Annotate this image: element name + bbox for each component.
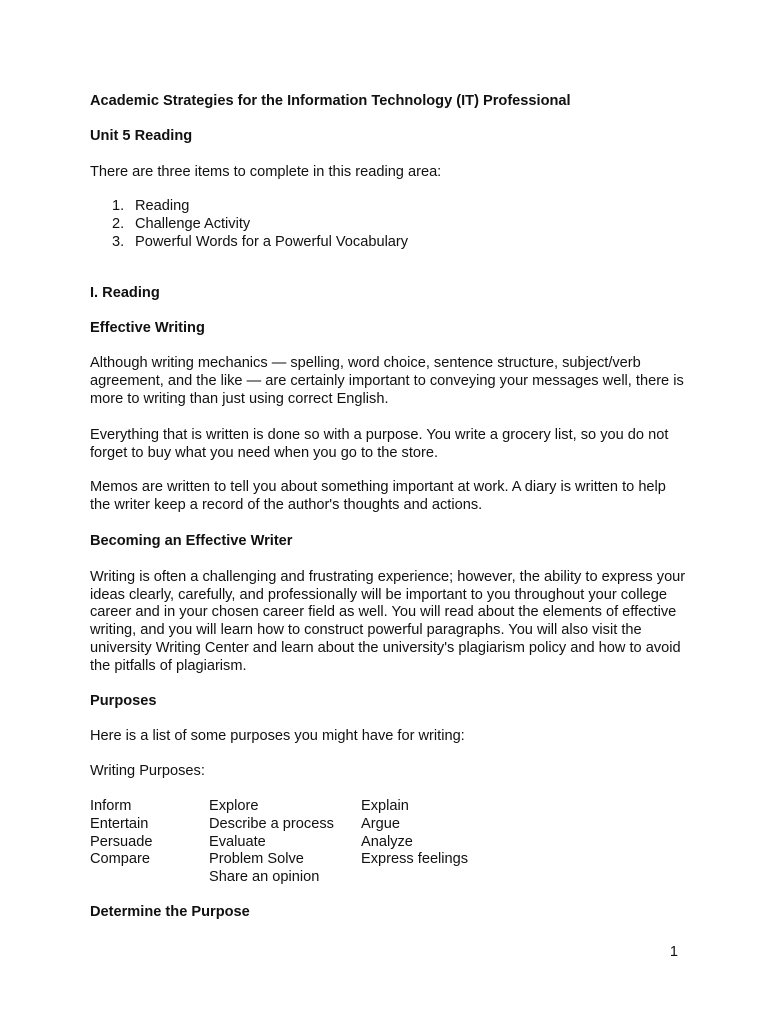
becoming-heading: Becoming an Effective Writer — [90, 532, 293, 549]
list-item — [90, 234, 690, 252]
purposes-intro: Here is a list of some purposes you might have for writing: — [90, 728, 465, 745]
unit-heading: Unit 5 Reading — [90, 127, 193, 144]
purposes-table — [90, 798, 690, 887]
page-number: 1 — [669, 944, 678, 960]
section-heading: I. Reading — [90, 284, 160, 301]
purposes-label: Writing Purposes: — [90, 763, 205, 780]
purpose-item: Share an opinion — [209, 869, 320, 886]
purposes-column-2 — [209, 798, 361, 887]
effective-writing-paragraph-3: Memos are written to tell you about something important at work. A diary is written to help the writer keep a record of the author's thoughts and actions. — [90, 479, 666, 514]
effective-writing-paragraph-1: Although writing mechanics — spelling, word choice, sentence structure, subject/verb agreement, and the like — are certainly important to conveying your messages well, there is more to writing than just using correct English. — [90, 355, 684, 407]
purpose-item: Argue — [361, 815, 400, 832]
items-list — [90, 198, 690, 251]
intro-text: There are three items to complete in this reading area: — [90, 163, 442, 180]
list-item-label: Challenge Activity — [135, 216, 251, 233]
purposes-heading: Purposes — [90, 692, 157, 709]
purpose-item: Compare — [90, 851, 151, 868]
purpose-item: Entertain — [90, 815, 149, 832]
list-item-number: 3. — [112, 233, 125, 250]
list-item-number: 1. — [112, 198, 125, 215]
list-item — [90, 198, 690, 216]
determine-purpose-heading: Determine the Purpose — [90, 903, 250, 920]
purpose-item: Explain — [361, 797, 409, 814]
purpose-item: Explore — [209, 797, 259, 814]
list-item — [90, 216, 690, 234]
purpose-item: Persuade — [90, 833, 153, 850]
purpose-item: Describe a process — [209, 815, 334, 832]
purpose-item: Analyze — [361, 833, 413, 850]
purposes-column-1 — [90, 798, 209, 887]
becoming-paragraph: Writing is often a challenging and frustrating experience; however, the ability to express your ideas clearly, carefully, and professionally will be important to you throughout your college career and in your chosen career field as well. You will read about the elements of effective writing, and you will learn how to construct powerful paragraphs. You will also visit the university Writing Center and learn about the university's plagiarism policy and how to avoid the pitfalls of plagiarism. — [90, 568, 686, 674]
effective-writing-heading: Effective Writing — [90, 319, 205, 336]
purpose-item: Problem Solve — [209, 851, 304, 868]
purpose-item: Inform — [90, 797, 132, 814]
effective-writing-paragraph-2: Everything that is written is done so with a purpose. You write a grocery list, so you do not forget to buy what you need when you go to the store. — [90, 426, 669, 461]
list-item-label: Powerful Words for a Powerful Vocabulary — [135, 233, 409, 250]
list-item-label: Reading — [135, 198, 190, 215]
document-title: Academic Strategies for the Information Technology (IT) Professional — [90, 93, 571, 109]
purpose-item: Express feelings — [361, 851, 469, 868]
list-item-number: 2. — [112, 216, 125, 233]
purpose-item: Evaluate — [209, 833, 266, 850]
purposes-column-3 — [361, 798, 468, 887]
page-content — [90, 93, 690, 922]
